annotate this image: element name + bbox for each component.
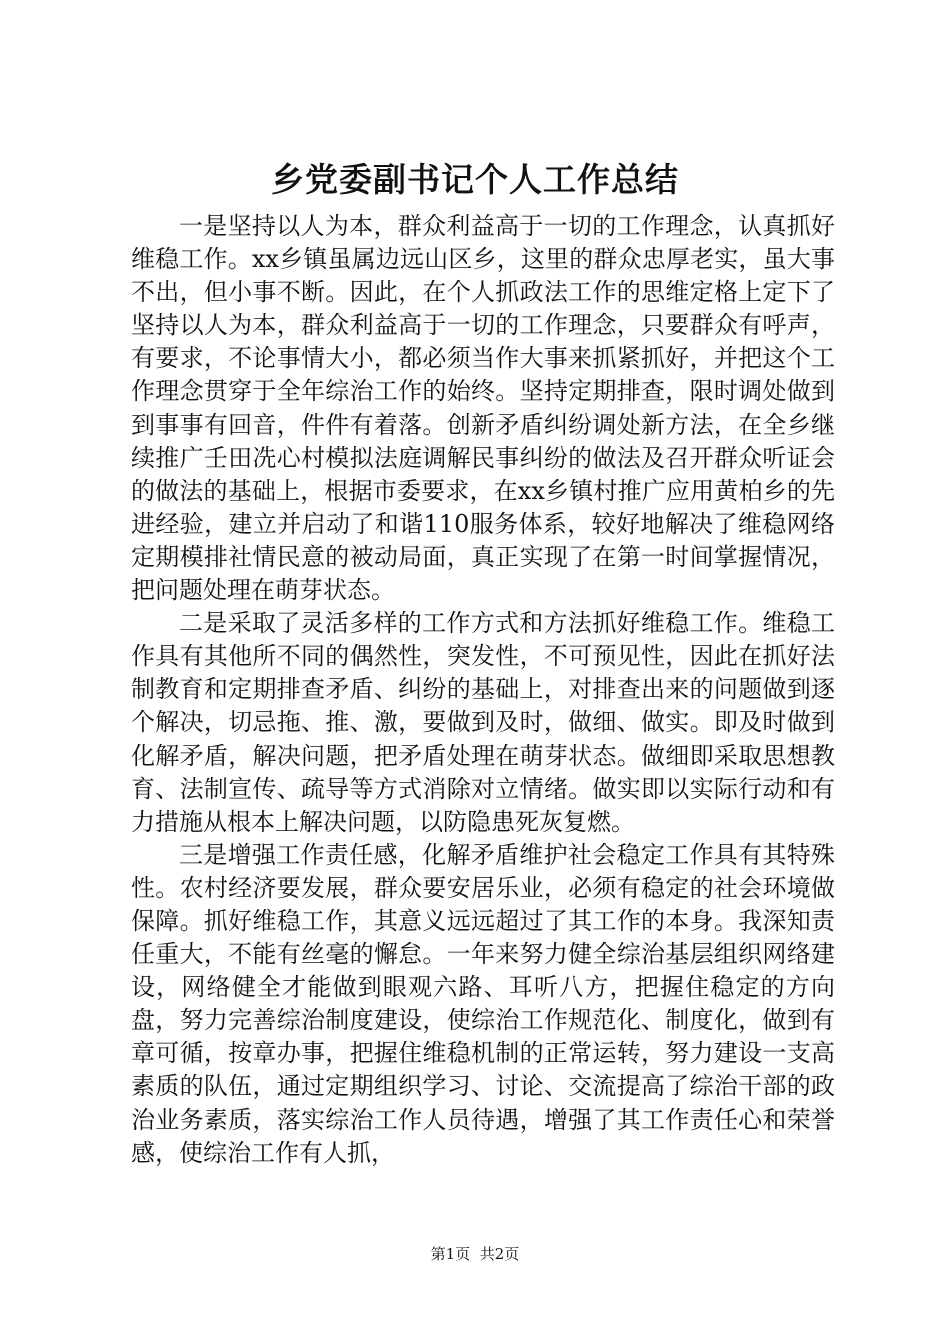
paragraph-1: 一是坚持以人为本，群众利益高于一切的工作理念，认真抓好维稳工作。xx乡镇虽属边远山区乡，这里的群众忠厚老实，虽大事不出，但小事不断。因此，在个人抓政法工作的思维定格上定下了坚持以人为本，群众利益高于一切的工作理念，只要群众有呼声，有要求，不论事情大小，都必须当作大事来抓紧抓好，并把这个工作理念贯穿于全年综治工作的始终。坚持定期排查，限时调处做到到事事有回音，件件有着落。创新矛盾纠纷调处新方法，在全乡继续推广壬田冼心村模拟法庭调解民事纠纷的做法及召开群众听证会的做法的基础上，根据市委要求，在xx乡镇村推广应用黄柏乡的先进经验，建立并启动了和谐110服务体系，较好地解决了维稳网络定期模排社情民意的被动局面，真正实现了在第一时间掌握情况，把问题处理在萌芽状态。 (131, 212, 835, 605)
page-number-total: 共2页 (479, 1245, 520, 1263)
document-title: 乡党委副书记个人工作总结 (271, 160, 679, 199)
footer-separator (470, 1245, 480, 1263)
page-number-current: 第1页 (430, 1245, 471, 1263)
paragraph-3: 三是增强工作责任感，化解矛盾维护社会稳定工作具有其特殊性。农村经济要发展，群众要安居乐业，必须有稳定的社会环境做保障。抓好维稳工作，其意义远远超过了其工作的本身。我深知责任重大，不能有丝毫的懈怠。一年来努力健全综治基层组织网络建设，网络健全才能做到眼观六路、耳听八方，把握住稳定的方向盘，努力完善综治制度建设，使综治工作规范化、制度化，做到有章可循，按章办事，把握住维稳机制的正常运转，努力建设一支高素质的队伍，通过定期组织学习、讨论、交流提高了综治干部的政治业务素质，落实综治工作人员待遇，增强了其工作责任心和荣誉感，使综治工作有人抓， (131, 840, 835, 1167)
page-footer (0, 1244, 950, 1264)
paragraph-2: 二是采取了灵活多样的工作方式和方法抓好维稳工作。维稳工作具有其他所不同的偶然性，突发性，不可预见性，因此在抓好法制教育和定期排查矛盾、纠纷的基础上，对排查出来的问题做到逐个解决，切忌拖、推、激，要做到及时，做细、做实。即及时做到化解矛盾，解决问题，把矛盾处理在萌芽状态。做细即采取思想教育、法制宣传、疏导等方式消除对立情绪。做实即以实际行动和有力措施从根本上解决问题，以防隐患死灰复燃。 (131, 609, 835, 836)
document-body (131, 210, 835, 1170)
